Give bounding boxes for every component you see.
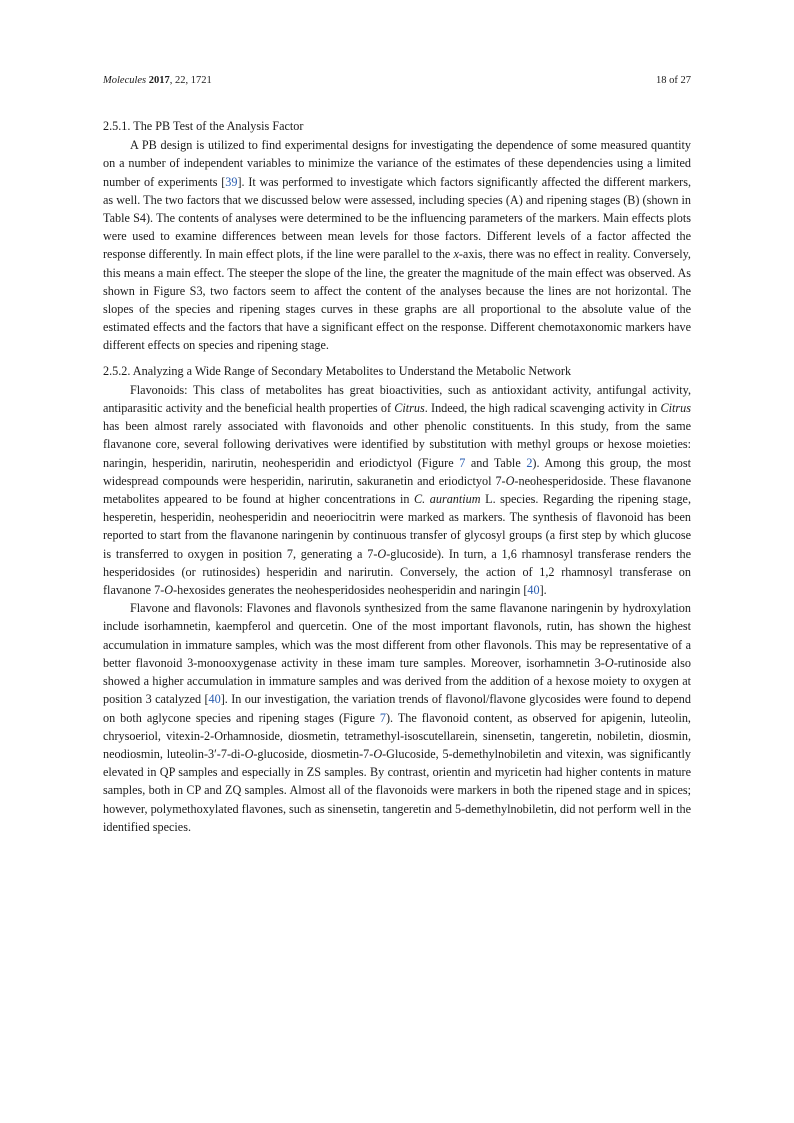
article-body — [103, 117, 691, 836]
citation-link-40[interactable]: 40 — [527, 583, 540, 598]
journal-year: 2017 — [148, 75, 170, 86]
table-link-2[interactable]: 2 — [526, 455, 533, 470]
paragraph-flavone-flavonols: Flavone and flavonols: Flavones and flavonols synthesized from the same flavanone naringenin by hydroxylation include isorhamnetin, kaempferol and quercetin. One of the most important flavonols, rutin, has shown the highest accumulation in immature samples, which was the most different from other flavonols. This may be representative of a better flavonoid 3-monooxygenase activity in these imam ture samples. Moreover, isorhamnetin 3-O-rutinoside also showed a higher accumulation in immature samples and was derived from the addition of a hexose moiety to oxygen at position 3 catalyzed [40]. In our investigation, the variation trends of flavonol/flavone glycosides were found to depend on both aglycone species and ripening stages (Figure 7). The flavonoid content, as observed for apigenin, luteolin, chrysoeriol, vitexin-2-Orhamnoside, diosmetin, tetramethyl-isoscutellarein, sinensetin, tangeretin, nobiletin, diosmin, neodiosmin, luteolin-3′-7-di-O-glucoside, diosmetin-7-O-Glucoside, 5-demethylnobiletin and vitexin, was significantly elevated in QP samples and especially in ZS samples. By contrast, orientin and myricetin had higher contents in mature samples, both in CP and ZQ samples. Almost all of the flavonoids were markers in both the ripened stage and in spices; however, polymethoxylated flavones, such as sinensetin, tangeretin and 5-demethylnobiletin, did not perform well in the identified species. — [103, 601, 691, 834]
paragraph-pb-test: A PB design is utilized to find experimental designs for investigating the dependence of some measured quantity on a number of independent variables to minimize the variance of the estimates of these dependencies using a limited number of experiments [39]. It was performed to investigate which factors significantly affected the different markers, as well. The two factors that we discussed below were assessed, including species (A) and ripening stages (B) (shown in Table S4). The contents of analyses were determined to be the influencing parameters of the markers. Main effects plots were used to examine differences between mean levels for those factors. Different levels of a factor affected the response differently. In main effect plots, if the line were parallel to the x-axis, there was no effect in reality. Conversely, this means a main effect. The steeper the slope of the line, the greater the magnitude of the main effect was observed. As shown in Figure S3, two factors seem to affect the content of the analyses because the lines are not horizontal. The slopes of the species and ripening stages curves in these graphs are all proportional to the absolute value of the estimated effects and the factors that have a significant effect on the response. Different chemotaxonomic markers have different effects on species and ripening stage. — [103, 138, 691, 353]
journal-volume-pages: , 22, 1721 — [169, 75, 212, 86]
figure-link-7-b[interactable]: 7 — [379, 710, 386, 725]
page-number: 18 of 27 — [656, 75, 691, 86]
journal-name: Molecules — [103, 75, 147, 86]
citation-link-39[interactable]: 39 — [225, 174, 238, 189]
citation-link-40-b[interactable]: 40 — [208, 692, 221, 707]
section-heading-2-5-1: 2.5.1. The PB Test of the Analysis Factor — [103, 119, 304, 133]
figure-link-7[interactable]: 7 — [459, 455, 466, 470]
paragraph-flavonoids: Flavonoids: This class of metabolites has great bioactivities, such as antioxidant activity, antifungal activity, antiparasitic activity and the beneficial health properties of Citrus. Indeed, the high radical scavenging activity in Citrus has been almost rarely associated with flavonoids and other phenolic constituents. In this study, from the same flavanone core, several following derivatives were identified by substitution with methyl groups or hexose moieties: naringin, hesperidin, narirutin, neohesperidin and eriodictyol (Figure 7 and Table 2). Among this group, the most widespread compounds were hesperidin, narirutin, sakuranetin and eriodictyol 7-O-neohesperidoside. These flavanone metabolites appeared to be found at higher concentrations in C. aurantium L. species. Regarding the ripening stage, hesperetin, hesperidin, neohesperidin and neoeriocitrin were marked as markers. The synthesis of flavonoid has been reported to start from the flavanone naringenin by continuous transfer of glycosyl groups (a first step by which glucose is transferred to oxygen in position 7, generating a 7-O-glucoside). In turn, a 1,6 rhamnosyl transferase renders the hesperidosides (or rutinosides) hesperidin and narirutin. Conversely, the action of 1,2 rhamnosyl transferase on flavanone 7-O-hexosides generates the neohesperidosides neohesperidin and naringin [40]. — [103, 382, 691, 598]
journal-citation — [103, 74, 212, 87]
section-heading-2-5-2: 2.5.2. Analyzing a Wide Range of Secondary Metabolites to Understand the Metabolic Network — [103, 363, 572, 378]
